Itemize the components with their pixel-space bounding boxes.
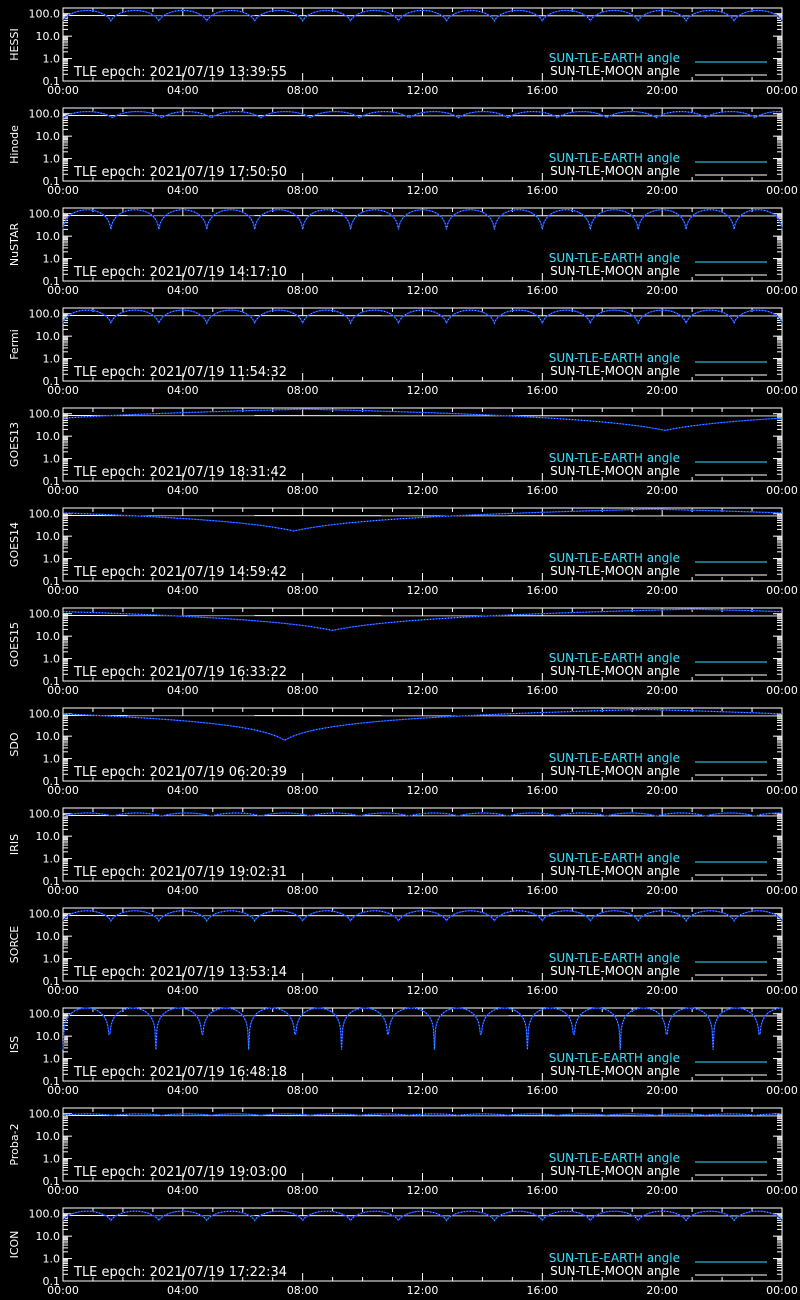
x-tick-label: 00:00 <box>766 684 798 697</box>
x-tick-label: 16:00 <box>526 984 559 997</box>
x-tick-label: 16:00 <box>526 684 559 697</box>
x-tick-label: 00:00 <box>766 1084 798 1097</box>
y-tick-label: 100.0 <box>28 1007 60 1021</box>
legend-moon-label: SUN-TLE-MOON angle <box>550 464 680 478</box>
y-tick-label: 0.1 <box>42 275 60 288</box>
legend-earth-label: SUN-TLE-EARTH angle <box>548 151 680 165</box>
tle-epoch-label: TLE epoch: 2021/07/19 13:53:14 <box>74 965 288 980</box>
x-tick-label: 20:00 <box>646 84 679 97</box>
legend-earth-label: SUN-TLE-EARTH angle <box>548 251 680 265</box>
x-tick-label: 00:00 <box>47 684 79 697</box>
x-tick-label: 04:00 <box>166 1084 199 1097</box>
panel-ylabel: Hinode <box>8 125 21 164</box>
y-tick-label: 1.0 <box>42 652 60 666</box>
x-tick-label: 08:00 <box>286 1084 319 1097</box>
y-tick-label: 10.0 <box>35 530 60 544</box>
y-tick-label: 1.0 <box>42 852 60 866</box>
legend-moon-label: SUN-TLE-MOON angle <box>550 64 680 78</box>
x-tick-label: 00:00 <box>766 584 798 597</box>
legend-earth-label: SUN-TLE-EARTH angle <box>548 1251 680 1265</box>
x-tick-label: 08:00 <box>286 184 319 197</box>
legend-earth-label: SUN-TLE-EARTH angle <box>548 651 680 665</box>
x-tick-label: 08:00 <box>286 84 319 97</box>
y-tick-label: 10.0 <box>35 430 60 444</box>
y-tick-label: 0.1 <box>42 475 60 488</box>
y-tick-label: 100.0 <box>28 907 60 921</box>
x-tick-label: 04:00 <box>166 384 199 397</box>
x-tick-label: 16:00 <box>526 1084 559 1097</box>
panel-ylabel: SORCE <box>8 925 21 964</box>
panel-ylabel: NuSTAR <box>8 222 21 267</box>
legend-moon-label: SUN-TLE-MOON angle <box>550 264 680 278</box>
y-tick-label: 100.0 <box>28 1207 60 1221</box>
x-tick-label: 20:00 <box>646 484 679 497</box>
y-tick-label: 100.0 <box>28 707 60 721</box>
x-tick-label: 04:00 <box>166 984 199 997</box>
y-tick-label: 1.0 <box>42 152 60 166</box>
x-tick-label: 00:00 <box>47 1084 79 1097</box>
y-tick-label: 1.0 <box>42 552 60 566</box>
x-tick-label: 20:00 <box>646 984 679 997</box>
x-tick-label: 12:00 <box>406 1184 439 1197</box>
x-tick-label: 16:00 <box>526 284 559 297</box>
x-tick-label: 00:00 <box>47 784 79 797</box>
x-tick-label: 12:00 <box>406 784 439 797</box>
legend-earth-label: SUN-TLE-EARTH angle <box>548 1151 680 1165</box>
y-tick-label: 1.0 <box>42 1052 60 1066</box>
legend-earth-label: SUN-TLE-EARTH angle <box>548 1051 680 1065</box>
legend-moon-label: SUN-TLE-MOON angle <box>550 964 680 978</box>
x-tick-label: 20:00 <box>646 884 679 897</box>
x-tick-label: 12:00 <box>406 184 439 197</box>
y-tick-label: 0.1 <box>42 675 60 688</box>
panel-ylabel: Proba-2 <box>8 1123 21 1166</box>
panel-ylabel: GOES14 <box>8 521 21 568</box>
tle-epoch-label: TLE epoch: 2021/07/19 18:31:42 <box>74 465 288 480</box>
x-tick-label: 04:00 <box>166 184 199 197</box>
y-tick-label: 100.0 <box>28 207 60 221</box>
y-tick-label: 1.0 <box>42 352 60 366</box>
x-tick-label: 16:00 <box>526 884 559 897</box>
x-tick-label: 00:00 <box>47 84 79 97</box>
tle-epoch-label: TLE epoch: 2021/07/19 17:22:34 <box>74 1265 288 1280</box>
panel-ylabel: IRIS <box>8 833 21 856</box>
x-tick-label: 08:00 <box>286 384 319 397</box>
y-tick-label: 0.1 <box>42 375 60 388</box>
x-tick-label: 08:00 <box>286 584 319 597</box>
x-tick-label: 00:00 <box>47 384 79 397</box>
y-tick-label: 0.1 <box>42 1175 60 1188</box>
x-tick-label: 04:00 <box>166 84 199 97</box>
tle-epoch-label: TLE epoch: 2021/07/19 17:50:50 <box>74 165 288 180</box>
y-tick-label: 1.0 <box>42 252 60 266</box>
x-tick-label: 12:00 <box>406 984 439 997</box>
y-tick-label: 0.1 <box>42 175 60 188</box>
y-tick-label: 0.1 <box>42 1275 60 1288</box>
x-tick-label: 20:00 <box>646 1284 679 1297</box>
legend-moon-label: SUN-TLE-MOON angle <box>550 164 680 178</box>
x-tick-label: 08:00 <box>286 684 319 697</box>
legend-moon-label: SUN-TLE-MOON angle <box>550 364 680 378</box>
x-tick-label: 00:00 <box>47 184 79 197</box>
x-tick-label: 04:00 <box>166 484 199 497</box>
y-tick-label: 0.1 <box>42 775 60 788</box>
x-tick-label: 04:00 <box>166 684 199 697</box>
x-tick-label: 12:00 <box>406 1284 439 1297</box>
y-tick-label: 100.0 <box>28 407 60 421</box>
y-tick-label: 10.0 <box>35 330 60 344</box>
panel-ylabel: ICON <box>8 1230 21 1259</box>
y-tick-label: 10.0 <box>35 230 60 244</box>
x-tick-label: 12:00 <box>406 684 439 697</box>
panel-ylabel: SDO <box>8 732 21 757</box>
tle-epoch-label: TLE epoch: 2021/07/19 14:59:42 <box>74 565 288 580</box>
panel-ylabel: GOES13 <box>8 421 21 468</box>
x-tick-label: 00:00 <box>47 1184 79 1197</box>
x-tick-label: 00:00 <box>766 484 798 497</box>
y-tick-label: 1.0 <box>42 452 60 466</box>
legend-moon-label: SUN-TLE-MOON angle <box>550 1264 680 1278</box>
panel-ylabel: HESSI <box>8 28 21 61</box>
x-tick-label: 04:00 <box>166 1184 199 1197</box>
x-tick-label: 04:00 <box>166 884 199 897</box>
x-tick-label: 00:00 <box>766 1184 798 1197</box>
x-tick-label: 16:00 <box>526 1184 559 1197</box>
tle-epoch-label: TLE epoch: 2021/07/19 14:17:10 <box>74 265 288 280</box>
y-tick-label: 1.0 <box>42 52 60 66</box>
y-tick-label: 1.0 <box>42 952 60 966</box>
y-tick-label: 10.0 <box>35 30 60 44</box>
x-tick-label: 12:00 <box>406 1084 439 1097</box>
y-tick-label: 100.0 <box>28 807 60 821</box>
y-tick-label: 1.0 <box>42 1252 60 1266</box>
x-tick-label: 00:00 <box>766 284 798 297</box>
panel-ylabel: Fermi <box>8 329 21 360</box>
legend-earth-label: SUN-TLE-EARTH angle <box>548 851 680 865</box>
tle-epoch-label: TLE epoch: 2021/07/19 06:20:39 <box>74 765 288 780</box>
panel-ylabel: GOES15 <box>8 621 21 668</box>
x-tick-label: 08:00 <box>286 1284 319 1297</box>
y-tick-label: 100.0 <box>28 107 60 121</box>
x-tick-label: 12:00 <box>406 884 439 897</box>
tle-epoch-label: TLE epoch: 2021/07/19 19:03:00 <box>74 1165 288 1180</box>
x-tick-label: 08:00 <box>286 984 319 997</box>
x-tick-label: 00:00 <box>766 884 798 897</box>
x-tick-label: 00:00 <box>47 284 79 297</box>
legend-earth-label: SUN-TLE-EARTH angle <box>548 351 680 365</box>
x-tick-label: 08:00 <box>286 1184 319 1197</box>
x-tick-label: 08:00 <box>286 284 319 297</box>
y-tick-label: 100.0 <box>28 607 60 621</box>
y-tick-label: 10.0 <box>35 830 60 844</box>
legend-earth-label: SUN-TLE-EARTH angle <box>548 951 680 965</box>
x-tick-label: 08:00 <box>286 484 319 497</box>
legend-moon-label: SUN-TLE-MOON angle <box>550 664 680 678</box>
x-tick-label: 16:00 <box>526 484 559 497</box>
legend-moon-label: SUN-TLE-MOON angle <box>550 864 680 878</box>
y-tick-label: 1.0 <box>42 1152 60 1166</box>
x-tick-label: 20:00 <box>646 384 679 397</box>
legend-moon-label: SUN-TLE-MOON angle <box>550 1164 680 1178</box>
y-tick-label: 10.0 <box>35 1030 60 1044</box>
x-tick-label: 00:00 <box>766 84 798 97</box>
x-tick-label: 20:00 <box>646 584 679 597</box>
y-tick-label: 1.0 <box>42 752 60 766</box>
y-tick-label: 0.1 <box>42 1075 60 1088</box>
x-tick-label: 08:00 <box>286 784 319 797</box>
x-tick-label: 20:00 <box>646 1184 679 1197</box>
x-tick-label: 00:00 <box>47 984 79 997</box>
x-tick-label: 12:00 <box>406 84 439 97</box>
x-tick-label: 04:00 <box>166 1284 199 1297</box>
x-tick-label: 20:00 <box>646 784 679 797</box>
tle-epoch-label: TLE epoch: 2021/07/19 13:39:55 <box>74 65 288 80</box>
x-tick-label: 00:00 <box>766 384 798 397</box>
y-tick-label: 0.1 <box>42 575 60 588</box>
y-tick-label: 0.1 <box>42 975 60 988</box>
y-tick-label: 10.0 <box>35 130 60 144</box>
y-tick-label: 0.1 <box>42 75 60 88</box>
x-tick-label: 20:00 <box>646 284 679 297</box>
x-tick-label: 12:00 <box>406 584 439 597</box>
legend-moon-label: SUN-TLE-MOON angle <box>550 1064 680 1078</box>
x-tick-label: 16:00 <box>526 784 559 797</box>
x-tick-label: 08:00 <box>286 884 319 897</box>
y-tick-label: 100.0 <box>28 307 60 321</box>
x-tick-label: 00:00 <box>766 184 798 197</box>
x-tick-label: 12:00 <box>406 384 439 397</box>
x-tick-label: 00:00 <box>47 1284 79 1297</box>
panel-ylabel: ISS <box>8 1035 21 1054</box>
y-tick-label: 10.0 <box>35 1130 60 1144</box>
x-tick-label: 04:00 <box>166 784 199 797</box>
x-tick-label: 00:00 <box>47 484 79 497</box>
y-tick-label: 0.1 <box>42 875 60 888</box>
x-tick-label: 00:00 <box>766 1284 798 1297</box>
y-tick-label: 100.0 <box>28 1107 60 1121</box>
tle-epoch-label: TLE epoch: 2021/07/19 11:54:32 <box>74 365 288 380</box>
y-tick-label: 10.0 <box>35 630 60 644</box>
tle-epoch-label: TLE epoch: 2021/07/19 19:02:31 <box>74 865 288 880</box>
legend-moon-label: SUN-TLE-MOON angle <box>550 764 680 778</box>
x-tick-label: 12:00 <box>406 284 439 297</box>
legend-earth-label: SUN-TLE-EARTH angle <box>548 551 680 565</box>
legend-earth-label: SUN-TLE-EARTH angle <box>548 751 680 765</box>
x-tick-label: 12:00 <box>406 484 439 497</box>
legend-earth-label: SUN-TLE-EARTH angle <box>548 51 680 65</box>
x-tick-label: 00:00 <box>766 784 798 797</box>
y-tick-label: 10.0 <box>35 930 60 944</box>
x-tick-label: 04:00 <box>166 284 199 297</box>
legend-earth-label: SUN-TLE-EARTH angle <box>548 451 680 465</box>
x-tick-label: 16:00 <box>526 384 559 397</box>
x-tick-label: 20:00 <box>646 1084 679 1097</box>
y-tick-label: 100.0 <box>28 507 60 521</box>
x-tick-label: 00:00 <box>47 884 79 897</box>
x-tick-label: 20:00 <box>646 184 679 197</box>
x-tick-label: 00:00 <box>766 984 798 997</box>
legend-moon-label: SUN-TLE-MOON angle <box>550 564 680 578</box>
y-tick-label: 100.0 <box>28 7 60 21</box>
tle-epoch-label: TLE epoch: 2021/07/19 16:48:18 <box>74 1065 288 1080</box>
x-tick-label: 16:00 <box>526 84 559 97</box>
x-tick-label: 00:00 <box>47 584 79 597</box>
x-tick-label: 04:00 <box>166 584 199 597</box>
y-tick-label: 10.0 <box>35 1230 60 1244</box>
y-tick-label: 10.0 <box>35 730 60 744</box>
x-tick-label: 20:00 <box>646 684 679 697</box>
tle-epoch-label: TLE epoch: 2021/07/19 16:33:22 <box>74 665 288 680</box>
x-tick-label: 16:00 <box>526 584 559 597</box>
x-tick-label: 16:00 <box>526 184 559 197</box>
x-tick-label: 16:00 <box>526 1284 559 1297</box>
